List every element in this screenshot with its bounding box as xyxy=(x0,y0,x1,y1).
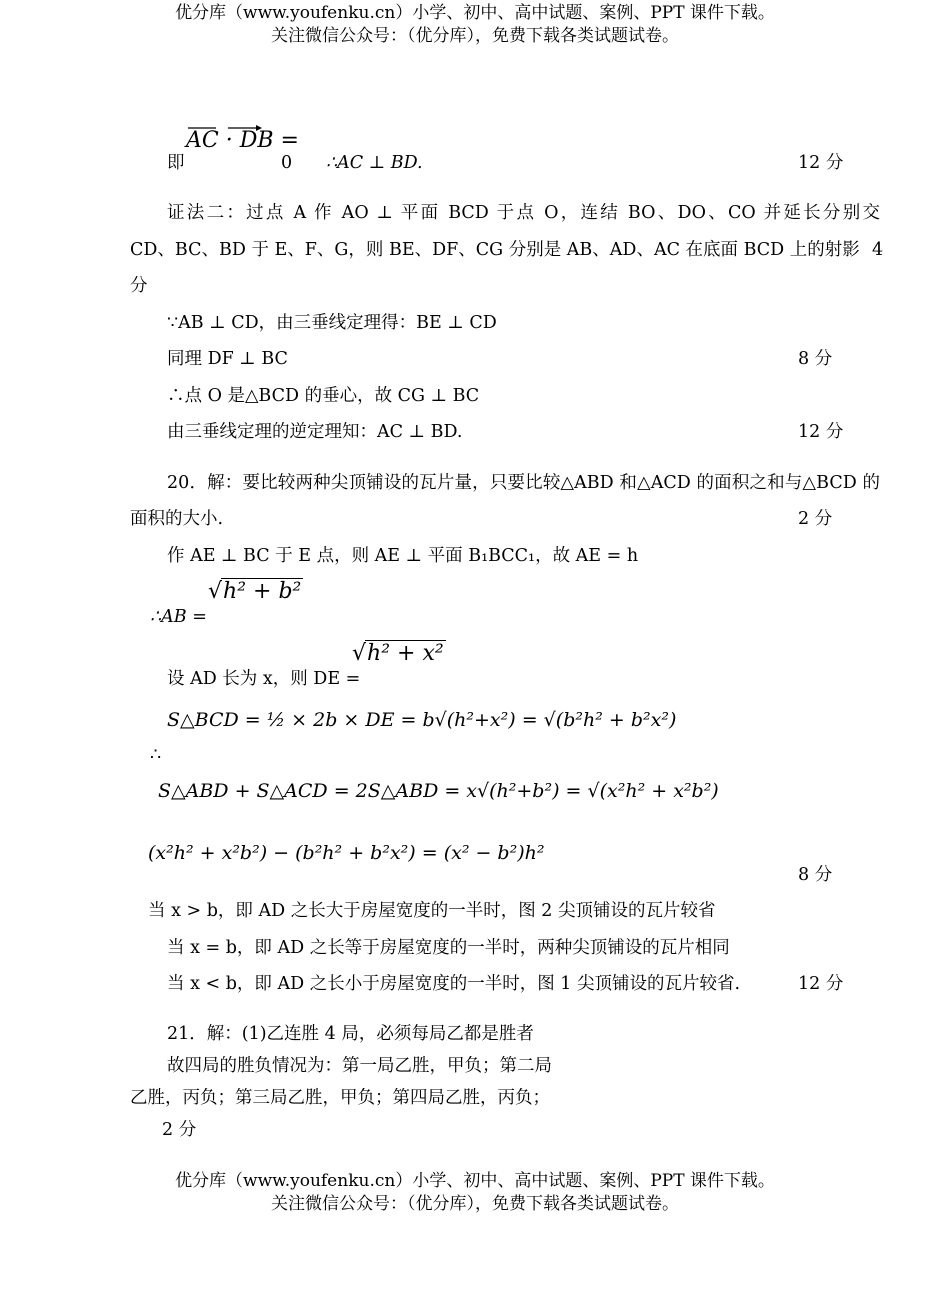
ab-label: ∴AB = xyxy=(150,607,207,627)
de-sqrt-expr xyxy=(352,640,446,667)
therefore-sign: ∴ xyxy=(150,745,162,765)
header-line-2: 关注微信公众号：（优分库），免费下载各类试题试卷。 xyxy=(271,26,679,46)
ji-label: 即 xyxy=(167,153,185,173)
zero-value: 0 xyxy=(281,153,293,173)
q21-line-1: 21．解：(1)乙连胜 4 局，必须每局乙都是胜者 xyxy=(167,1024,534,1044)
sqrt-sign-icon: √ xyxy=(208,579,223,604)
conclusion-ac-bd: ∴AC ⊥ BD. xyxy=(326,153,423,173)
proof2-score-num: 4 xyxy=(872,240,884,260)
de-sqrt-radicand: h² + x² xyxy=(367,641,444,666)
formula-s-abd-acd: S△ABD + S△ACD = 2S△ABD = x√(h²+b²) = √(x²h² + x²b²) xyxy=(158,780,719,802)
proof2-line-4: ∵AB ⊥ CD，由三垂线定理得：BE ⊥ CD xyxy=(167,313,497,333)
de-label: 设 AD 长为 x，则 DE = xyxy=(167,669,361,689)
proof2-line-5: 同理 DF ⊥ BC xyxy=(167,349,288,369)
q20-line-1: 20．解：要比较两种尖顶铺设的瓦片量，只要比较△ABD 和△ACD 的面积之和与△BCD 的 xyxy=(167,473,880,493)
proof2-line-2: CD、BC、BD 于 E、F、G，则 BE、DF、CG 分别是 AB、AD、AC 在底面 BCD 上的射影 xyxy=(130,240,860,260)
q21-line-3: 乙胜，丙负；第三局乙胜，甲负；第四局乙胜，丙负； xyxy=(130,1088,550,1108)
footer-line-1: 优分库（www.youfenku.cn）小学、初中、高中试题、案例、PPT 课件下载。 xyxy=(175,1171,775,1191)
formula-s-bcd: S△BCD = ½ × 2b × DE = b√(h²+x²) = √(b²h² + b²x²) xyxy=(167,709,677,731)
proof2-line-6: ∴点 O 是△BCD 的垂心，故 CG ⊥ BC xyxy=(167,386,480,406)
proof2-line-7: 由三垂线定理的逆定理知：AC ⊥ BD. xyxy=(167,422,463,442)
score-2-a: 2 分 xyxy=(798,509,833,529)
sqrt-sign-icon: √ xyxy=(352,641,367,666)
footer-line-2: 关注微信公众号：（优分库），免费下载各类试题试卷。 xyxy=(271,1194,679,1214)
q21-line-2: 故四局的胜负情况为：第一局乙胜，甲负；第二局 xyxy=(167,1056,552,1076)
case-greater: 当 x > b，即 AD 之长大于房屋宽度的一半时，图 2 尖顶铺设的瓦片较省 xyxy=(148,901,716,921)
score-8-a: 8 分 xyxy=(798,349,833,369)
proof2-line-1: 证法二：过点 A 作 AO ⊥ 平面 BCD 于点 O，连结 BO、DO、CO 并延长分别交 xyxy=(167,203,880,223)
case-equal: 当 x = b，即 AD 之长等于房屋宽度的一半时，两种尖顶铺设的瓦片相同 xyxy=(167,938,730,958)
page-header xyxy=(0,2,950,48)
page-footer xyxy=(0,1170,950,1216)
header-line-1: 优分库（www.youfenku.cn）小学、初中、高中试题、案例、PPT 课件下载。 xyxy=(175,3,775,23)
case-less: 当 x < b，即 AD 之长小于房屋宽度的一半时，图 1 尖顶铺设的瓦片较省. xyxy=(167,974,741,994)
score-12-a: 12 分 xyxy=(798,153,844,173)
score-12-b: 12 分 xyxy=(798,422,844,442)
score-12-c: 12 分 xyxy=(798,974,844,994)
q20-line-2: 面积的大小. xyxy=(130,509,224,529)
ab-sqrt-radicand: h² + b² xyxy=(223,579,302,604)
q21-line-4: 2 分 xyxy=(162,1120,197,1140)
vector-eq-text: AC · DB = xyxy=(186,128,299,153)
ab-sqrt-expr xyxy=(208,578,303,605)
score-8-b: 8 分 xyxy=(798,865,833,885)
proof2-line-3: 分 xyxy=(130,276,148,296)
formula-difference: (x²h² + x²b²) − (b²h² + b²x²) = (x² − b²)h² xyxy=(148,842,545,864)
q20-line-3: 作 AE ⊥ BC 于 E 点，则 AE ⊥ 平面 B₁BCC₁，故 AE = h xyxy=(167,546,639,566)
